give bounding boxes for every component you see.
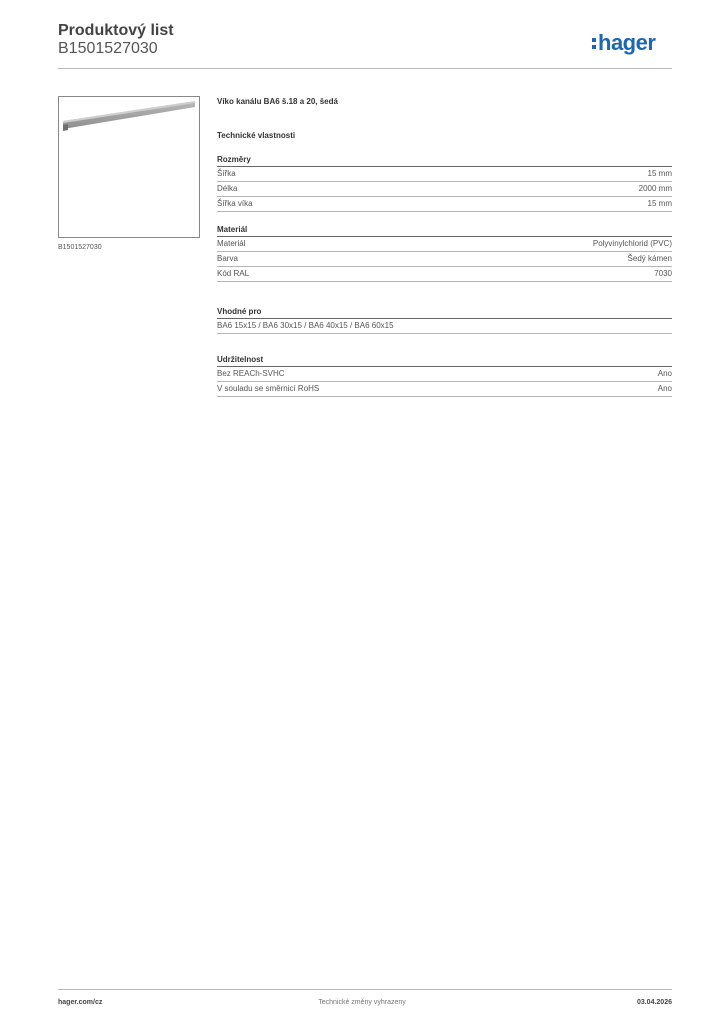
hager-logo: [592, 30, 655, 56]
footer-website-link[interactable]: hager.com/cz: [58, 999, 103, 1006]
table-row: [217, 252, 672, 267]
row-label: Šířka víka: [217, 199, 253, 208]
table-row: [217, 237, 672, 252]
table-row: [217, 197, 672, 212]
row-label: V souladu se směrnicí RoHS: [217, 384, 320, 393]
footer-divider: [58, 989, 672, 990]
row-value: Ano: [657, 369, 672, 378]
logo-dots-icon: [592, 38, 596, 49]
header-divider: [58, 68, 672, 69]
footer-disclaimer: Technické změny vyhrazeny: [318, 999, 406, 1006]
image-caption: B1501527030: [58, 244, 102, 251]
product-code: B1501527030: [58, 40, 158, 57]
row-label: Délka: [217, 184, 238, 193]
row-label: Šířka: [217, 169, 236, 178]
footer-date: 03.04.2026: [636, 999, 672, 1006]
section-heading: Udržitelnost: [217, 354, 672, 367]
section-heading: Materiál: [217, 224, 672, 237]
row-value: Ano: [657, 384, 672, 393]
section-dimensions: [217, 154, 672, 212]
row-value: 15 mm: [647, 199, 672, 208]
table-row: [217, 382, 672, 397]
row-label: Kód RAL: [217, 269, 250, 278]
table-row: [217, 367, 672, 382]
row-label: Materiál: [217, 239, 246, 248]
spec-title: Technické vlastnosti: [217, 131, 296, 140]
table-row: [217, 319, 672, 334]
row-label: Bez REACh-SVHC: [217, 369, 285, 378]
header-title: Produktový list: [58, 22, 174, 39]
product-details: [217, 96, 672, 397]
table-row: [217, 267, 672, 282]
section-heading: Rozměry: [217, 154, 672, 167]
product-image: [58, 96, 200, 238]
table-row: [217, 167, 672, 182]
section-heading: Vhodné pro: [217, 306, 672, 319]
row-value: 2000 mm: [638, 184, 672, 193]
section-suitable-for: [217, 306, 672, 334]
row-label: BA6 15x15 / BA6 30x15 / BA6 40x15 / BA6 60x15: [217, 321, 394, 330]
logo-text: hager: [598, 30, 656, 55]
cover-profile-illustration: [59, 97, 199, 237]
section-material: [217, 224, 672, 282]
row-label: Barva: [217, 254, 238, 263]
section-sustainability: [217, 354, 672, 397]
table-row: [217, 182, 672, 197]
row-value: 15 mm: [647, 169, 672, 178]
product-name: Víko kanálu BA6 š.18 a 20, šedá: [217, 97, 338, 106]
row-value: Polyvinylchlorid (PVC): [592, 239, 672, 248]
row-value: Šedý kámen: [627, 254, 672, 263]
row-value: 7030: [654, 269, 672, 278]
